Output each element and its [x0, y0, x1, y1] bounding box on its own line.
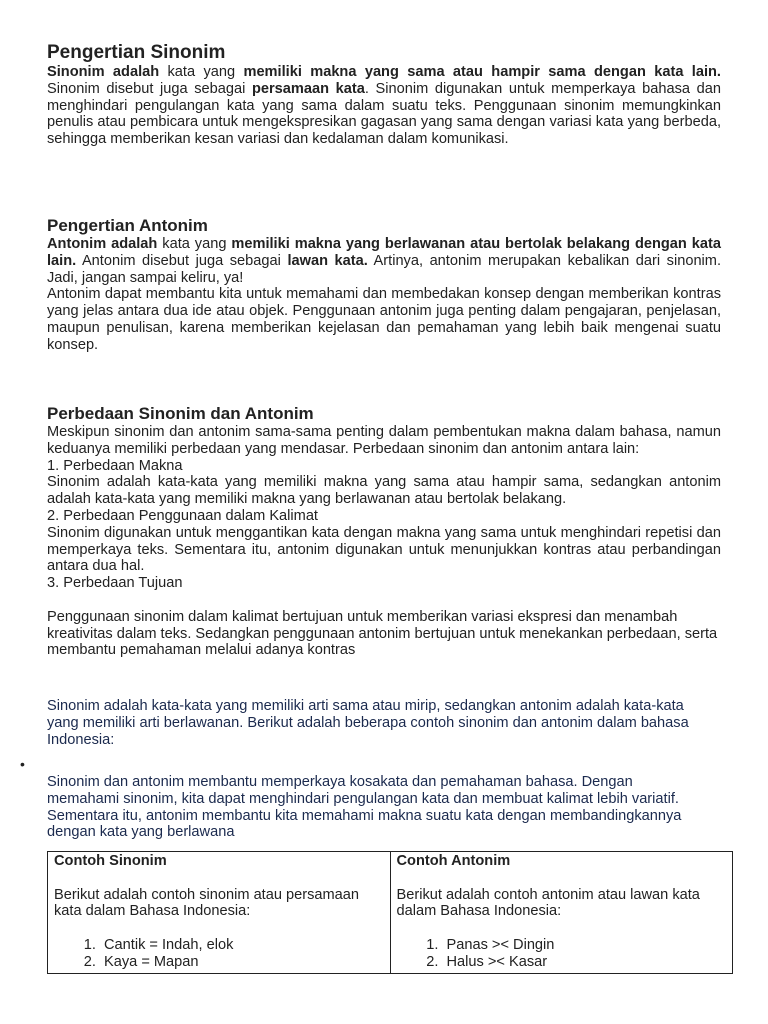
- antonym-heading: Pengertian Antonim: [47, 216, 208, 235]
- antonym-usage-paragraph: Antonim dapat membantu kita untuk memahami dan membedakan konsep dengan memberikan kontras yang jelas antara dua ide atau objek. Penggunaan antonim juga penting dalam pengajaran, penjelasan, maupun penulisan, karena memberikan kejelasan dan pemahaman yang lebih baik mengenai suatu konsep.: [47, 286, 721, 353]
- synonym-column-header: Contoh Sinonim: [54, 853, 167, 869]
- section-difference: [47, 404, 721, 659]
- antonym-column: [390, 852, 733, 974]
- synonym-bold-term: Sinonim adalah: [47, 64, 160, 80]
- antonym-column-intro: Berikut adalah contoh antonim atau lawan kata dalam Bahasa Indonesia:: [396, 886, 700, 920]
- synonym-bold-alias: persamaan kata: [251, 80, 365, 97]
- synonym-column: [48, 852, 391, 974]
- difference-subheading-1: 1. Perbedaan Makna: [47, 457, 183, 474]
- antonym-bold-term: Antonim adalah: [47, 236, 158, 252]
- antonym-text-3: Artinya, antonim merupakan kebalikan dari sinonim. Jadi, jangan sampai keliru, ya!: [47, 252, 722, 286]
- synonym-definition-paragraph: [47, 64, 721, 148]
- examples-table: [47, 851, 733, 974]
- antonym-text-1: kata yang: [157, 236, 232, 252]
- synonym-column-intro: Berikut adalah contoh sinonim atau persamaan kata dalam Bahasa Indonesia:: [54, 886, 360, 920]
- synonym-text-3: . Sinonim digunakan untuk memperkaya bahasa dan menghindari pengulangan kata yang sama dalam suatu teks. Penggunaan sinonim memungkinkan penulis atau pembicara untuk mengekspresikan gagasan yang sama dengan variasi kata yang berbeda, sehingga memberikan kesan variasi dan kedalaman dalam komunikasi.: [47, 80, 721, 148]
- spacer: [54, 920, 384, 937]
- examples-intro-paragraph: Sinonim adalah kata-kata yang memiliki arti sama atau mirip, sedangkan antonim adalah kata-kata yang memiliki arti berlawanan. Berikut adalah beberapa contoh sinonim dan antonim dalam bahasa Indonesia:: [47, 698, 689, 748]
- antonym-bold-alias: lawan kata.: [287, 252, 368, 269]
- spacer: [54, 870, 384, 887]
- synonym-text-1: kata yang: [159, 64, 244, 80]
- antonym-column-header: Contoh Antonim: [396, 853, 511, 869]
- synonym-example-list: [54, 937, 384, 971]
- antonym-text-2: Antonim disebut juga sebagai: [76, 252, 288, 269]
- section-antonym: [47, 216, 721, 354]
- difference-intro: Meskipun sinonim dan antonim sama-sama penting dalam pembentukan makna dalam bahasa, namun keduanya memiliki perbedaan yang mendasar. Perbedaan sinonim dan antonim antara lain:: [47, 424, 721, 457]
- spacer: [397, 870, 727, 887]
- antonym-definition-paragraph: [47, 236, 721, 286]
- antonym-example-list: [397, 937, 727, 971]
- synonym-text-2: Sinonim disebut juga sebagai: [47, 80, 252, 97]
- difference-subheading-3: 3. Perbedaan Tujuan: [47, 575, 183, 592]
- antonym-bold-definition: memiliki makna yang berlawanan atau bertolak belakang dengan kata lain.: [47, 236, 721, 269]
- difference-paragraph-2: Sinonim digunakan untuk menggantikan kata dengan makna yang sama untuk menghindari repetisi dan memperkaya teks. Sementara itu, antonim digunakan untuk menunjukkan kontras atau perbandingan antara dua hal.: [47, 524, 721, 575]
- difference-subheading-2: 2. Perbedaan Penggunaan dalam Kalimat: [47, 507, 318, 524]
- section-synonym: [47, 42, 721, 148]
- synonym-heading: Pengertian Sinonim: [47, 42, 226, 63]
- list-item: 2. Kaya = Mapan: [100, 954, 384, 971]
- bullet-point: •: [20, 756, 25, 772]
- vocabulary-paragraph: Sinonim dan antonim membantu memperkaya kosakata dan pemahaman bahasa. Dengan memahami sinonim, kita dapat menghindari pengulangan kata dan membuat kalimat lebih variatif. Sementara itu, antonim membantu kita memahami makna suatu kata dengan membandingkannya dengan kata yang berlawana: [47, 774, 682, 841]
- spacer: [47, 592, 721, 609]
- difference-paragraph-1: Sinonim adalah kata-kata yang memiliki makna yang sama atau hampir sama, sedangkan antonim adalah kata-kata yang memiliki makna yang berlawanan atau bertolak belakang.: [47, 474, 721, 508]
- list-item: 1. Cantik = Indah, elok: [100, 937, 384, 954]
- table-row: [48, 852, 733, 974]
- spacer: [397, 920, 727, 937]
- difference-paragraph-3: Penggunaan sinonim dalam kalimat bertujuan untuk memberikan variasi ekspresi dan menambah kreativitas dalam teks. Sedangkan penggunaan antonim bertujuan untuk menekankan perbedaan, serta membantu pemahaman melalui adanya kontras: [47, 608, 718, 659]
- synonym-bold-definition: memiliki makna yang sama atau hampir sama dengan kata lain.: [243, 64, 721, 80]
- difference-heading: Perbedaan Sinonim dan Antonim: [47, 404, 314, 423]
- list-item: 1. Panas >< Dingin: [443, 937, 727, 954]
- list-item: 2. Halus >< Kasar: [443, 954, 727, 971]
